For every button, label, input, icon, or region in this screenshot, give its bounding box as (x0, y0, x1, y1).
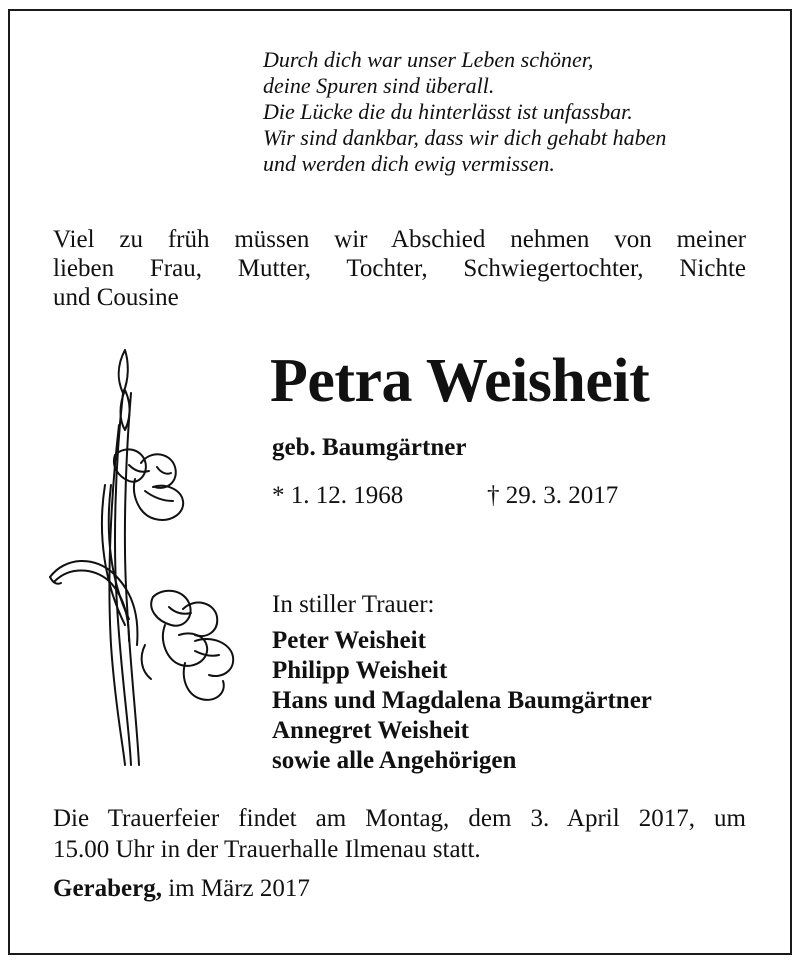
mourner-name: Philipp Weisheit (272, 657, 448, 684)
poem-line: deine Spuren sind überall. (263, 73, 495, 98)
mourner-list (272, 626, 652, 776)
intro-line: lieben Frau, Mutter, Tochter, Schwiegertochter, Nichte (53, 255, 746, 282)
funeral-line: Die Trauerfeier findet am Montag, dem 3. April 2017, um (53, 805, 746, 832)
place-and-date (53, 873, 310, 904)
intro-line: Viel zu früh müssen wir Abschied nehmen von meiner (53, 226, 746, 253)
mourner-name: Peter Weisheit (272, 627, 426, 654)
iris-flower-icon (45, 345, 245, 770)
poem-line: Wir sind dankbar, dass wir dich gehabt haben (263, 125, 667, 150)
poem-line: und werden dich ewig vermissen. (263, 151, 555, 176)
announcement-intro (53, 225, 746, 312)
deceased-name: Petra Weisheit (270, 347, 650, 415)
birth-date: * 1. 12. 1968 (272, 482, 404, 509)
town-name: Geraberg, (53, 875, 162, 902)
notice-date: im März 2017 (161, 875, 310, 902)
mourner-name: Hans und Magdalena Baumgärtner (272, 687, 652, 714)
mourner-name: Annegret Weisheit (272, 717, 469, 744)
poem-line: Die Lücke die du hinterlässt ist unfassbar. (263, 99, 633, 124)
funeral-line: 15.00 Uhr in der Trauerhalle Ilmenau statt. (53, 836, 481, 863)
birth-name: geb. Baumgärtner (272, 434, 467, 461)
mourning-label: In stiller Trauer: (272, 591, 435, 618)
death-date: † 29. 3. 2017 (487, 482, 619, 509)
funeral-notice (53, 803, 746, 865)
memorial-poem (263, 47, 783, 177)
poem-line: Durch dich war unser Leben schöner, (263, 47, 594, 72)
intro-line: und Cousine (53, 284, 179, 311)
mourner-name: sowie alle Angehörigen (272, 747, 517, 774)
